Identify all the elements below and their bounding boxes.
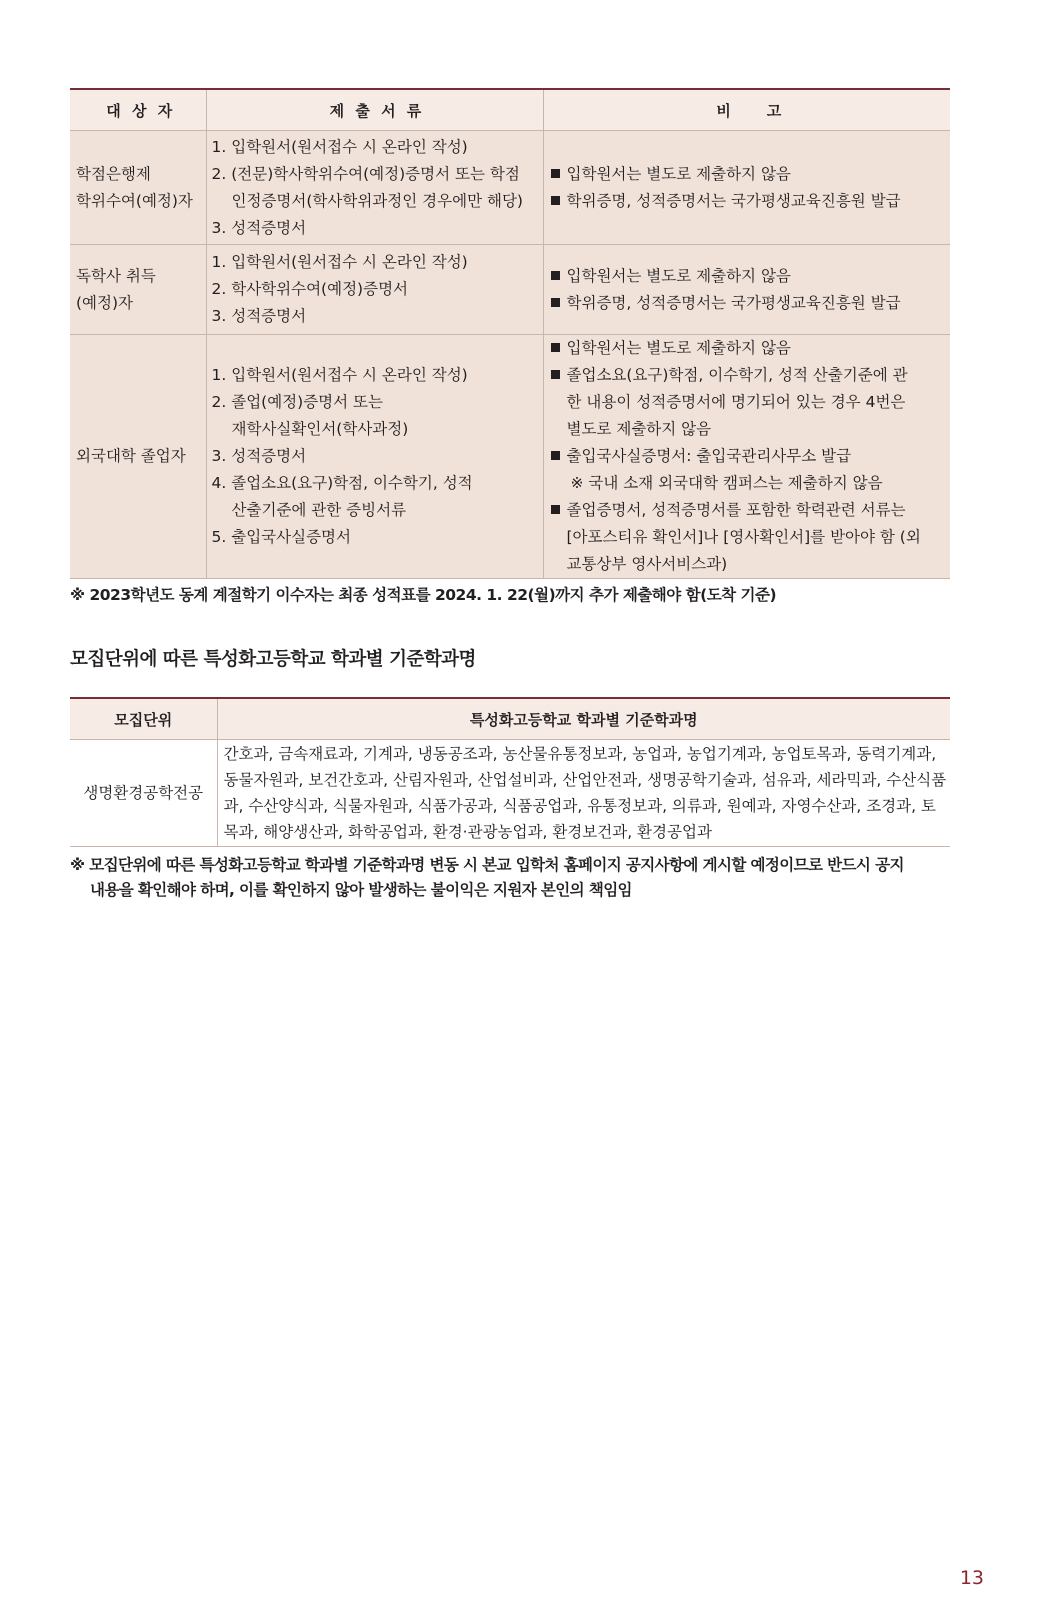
- target-cell: [70, 131, 206, 245]
- table-row: [70, 131, 950, 245]
- remarks-cell: [543, 335, 950, 579]
- document-item: 3. 성적증명서: [211, 218, 307, 237]
- document-item: 산출기준에 관한 증빙서류: [231, 501, 407, 519]
- square-bullet-icon: [551, 298, 560, 307]
- remark-item: 졸업증명서, 성적증명서를 포함한 학력관련 서류는 [아포스티유 확인서]나 [영사확인서]를 받아야 함 (외교통상부 영사서비스과): [551, 497, 951, 578]
- remark-subnote: ※ 국내 소재 외국대학 캠퍼스는 제출하지 않음: [570, 474, 883, 492]
- page-number: 13: [959, 1567, 984, 1589]
- unit-cell: 생명환경공학전공: [70, 740, 217, 847]
- header-documents: 제 출 서 류: [206, 89, 543, 131]
- note-line: ※ 모집단위에 따른 특성화고등학교 학과별 기준학과명 변동 시 본교 입학처 홈페이지 공지사항에 게시할 예정이므로 반드시 공지: [70, 856, 904, 874]
- target-line: 외국대학 졸업자: [76, 447, 186, 465]
- target-line: 학점은행제: [76, 164, 151, 183]
- note-line: 내용을 확인해야 하며, 이를 확인하지 않아 발생하는 불이익은 지원자 본인의 책임임: [90, 881, 632, 899]
- document-item: 2. (전문)학사학위수여(예정)증명서 또는 학점: [211, 164, 520, 183]
- header-departments: 특성화고등학교 학과별 기준학과명: [217, 698, 950, 740]
- document-item: 재학사실확인서(학사과정): [231, 420, 409, 438]
- document-item: 1. 입학원서(원서접수 시 온라인 작성): [211, 366, 468, 384]
- documents-table-header: [70, 89, 950, 131]
- document-item: 인정증명서(학사학위과정인 경우에만 해당): [231, 191, 523, 210]
- document-item: 3. 성적증명서: [211, 307, 307, 325]
- target-line: (예정)자: [76, 293, 134, 312]
- header-remarks: 비 고: [543, 89, 950, 131]
- department-table: [70, 697, 950, 847]
- documents-cell: [206, 335, 543, 579]
- target-line: 독학사 취득: [76, 266, 156, 285]
- document-item: 3. 성적증명서: [211, 447, 307, 465]
- square-bullet-icon: [551, 271, 560, 280]
- remark-item: 입학원서는 별도로 제출하지 않음: [551, 335, 951, 362]
- square-bullet-icon: [551, 169, 560, 178]
- document-item: 1. 입학원서(원서접수 시 온라인 작성): [211, 137, 468, 156]
- document-item: 4. 졸업소요(요구)학점, 이수학기, 성적: [211, 474, 473, 492]
- target-cell: [70, 245, 206, 335]
- document-item: 1. 입학원서(원서접수 시 온라인 작성): [211, 253, 468, 271]
- target-line: 학위수여(예정)자: [76, 191, 193, 210]
- square-bullet-icon: [551, 196, 560, 205]
- documents-cell: [206, 245, 543, 335]
- square-bullet-icon: [551, 343, 560, 352]
- remark-item: 학위증명, 성적증명서는 국가평생교육진흥원 발급: [551, 188, 951, 215]
- table-row: [70, 245, 950, 335]
- header-unit: 모집단위: [70, 698, 217, 740]
- section-title: 모집단위에 따른 특성화고등학교 학과별 기준학과명: [70, 649, 476, 670]
- documents-cell: [206, 131, 543, 245]
- remark-item: 졸업소요(요구)학점, 이수학기, 성적 산출기준에 관한 내용이 성적증명서에 명기되어 있는 경우 4번은 별도로 제출하지 않음: [551, 362, 951, 443]
- remarks-cell: [543, 131, 950, 245]
- remark-item: 학위증명, 성적증명서는 국가평생교육진흥원 발급: [551, 290, 951, 317]
- square-bullet-icon: [551, 505, 560, 514]
- table-row: [70, 740, 950, 847]
- remark-item: 입학원서는 별도로 제출하지 않음: [551, 263, 951, 290]
- department-table-header: [70, 698, 950, 740]
- remarks-cell: [543, 245, 950, 335]
- document-item: 2. 졸업(예정)증명서 또는: [211, 393, 383, 411]
- header-target: 대 상 자: [70, 89, 206, 131]
- departments-cell: 간호과, 금속재료과, 기계과, 냉동공조과, 농산물유통정보과, 농업과, 농업기계과, 농업토목과, 동력기계과, 동물자원과, 보건간호과, 산림자원과, 산업설비과, 산업안전과, 생명공학기술과, 섬유과, 세라믹과, 수산식품과, 수산양식과, 식물자원과, 식품가공과, 식품공업과, 유통정보과, 의류과, 원예과, 자영수산과, 조경과, 토목과, 해양생산과, 화학공업과, 환경·관광농업과, 환경보건과, 환경공업과: [223, 745, 947, 841]
- square-bullet-icon: [551, 370, 560, 379]
- target-cell: [70, 335, 206, 579]
- remark-item: 출입국사실증명서: 출입국관리사무소 발급: [551, 443, 951, 470]
- table-row: [70, 335, 950, 579]
- document-item: 2. 학사학위수여(예정)증명서: [211, 280, 409, 298]
- submission-deadline-note: ※ 2023학년도 동계 계절학기 이수자는 최종 성적표를 2024. 1. 22(월)까지 추가 제출해야 함(도착 기준): [70, 586, 777, 604]
- documents-table: [70, 88, 950, 579]
- square-bullet-icon: [551, 451, 560, 460]
- document-item: 5. 출입국사실증명서: [211, 528, 352, 546]
- department-change-note: [70, 853, 960, 903]
- remark-item: 입학원서는 별도로 제출하지 않음: [551, 161, 951, 188]
